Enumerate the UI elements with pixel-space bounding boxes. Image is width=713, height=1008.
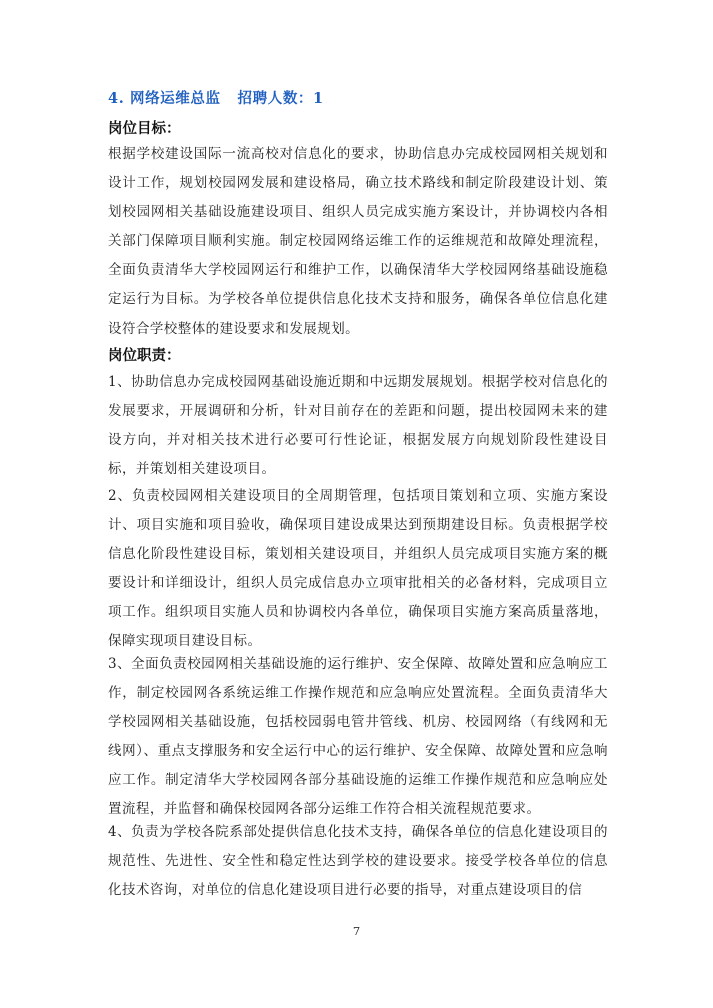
duty-item: 2、负责校园网相关建设项目的全周期管理，包括项目策划和立项、实施方案设计、项目实施和项目验收，确保项目建设成果达到预期建设目标。负责根据学校信息化阶段性建设目标，策划相关建设项目，并组织人员完成项目实施方案的概要设计和详细设计，组织人员完成信息办立项审批相关的必备材料，完成项目立项工作。组织项目实施人员和协调校内各单位，确保项目实施方案高质量落地，保障实现项目建设目标。 <box>108 488 608 650</box>
page-number: 7 <box>352 924 361 938</box>
duty-item: 3、全面负责校园网相关基础设施的运行维护、安全保障、故障处置和应急响应工作，制定校园网各系统运维工作操作规范和应急响应处置流程。全面负责清华大学校园网相关基础设施，包括校园弱电管井管线、机房、校园网络（有线网和无线网）、重点支撑服务和安全运行中心的运行维护、安全保障、故障处置和应急响应工作。制定清华大学校园网各部分基础设施的运维工作操作规范和应急响应处置流程，并监督和确保校园网各部分运维工作符合相关流程规范要求。 <box>108 656 608 818</box>
goal-paragraph: 根据学校建设国际一流高校对信息化的要求，协助信息办完成校园网相关规划和设计工作，规划校园网发展和建设格局，确立技术路线和制定阶段建设计划、策划校园网相关基础设施建设项目、组织人员完成实施方案设计，并协调校内各相关部门保障项目顺利实施。制定校园网络运维工作的运维规范和故障处理流程，全面负责清华大学校园网运行和维护工作，以确保清华大学校园网络基础设施稳定运行为目标。为学校各单位提供信息化技术支持和服务，确保各单位信息化建设符合学校整体的建设要求和发展规划。 <box>108 146 608 337</box>
duty-label: 岗位职责： <box>108 347 181 364</box>
goal-label: 岗位目标： <box>108 120 181 137</box>
duty-item: 1、协助信息办完成校园网基础设施近期和中远期发展规划。根据学校对信息化的发展要求，开展调研和分析，针对目前存在的差距和问题，提出校园网未来的建设方向，并对相关技术进行必要可行性论证，根据发展方向规划阶段性建设目标，并策划相关建设项目。 <box>108 374 608 478</box>
position-heading: 4. 网络运维总监 招聘人数：1 <box>108 90 324 107</box>
duty-item: 4、负责为学校各院系部处提供信息化技术支持，确保各单位的信息化建设项目的规范性、先进性、安全性和稳定性达到学校的建设要求。接受学校各单位的信息化技术咨询，对单位的信息化建设项目进行必要的指导，对重点建设项目的信 <box>108 824 608 899</box>
